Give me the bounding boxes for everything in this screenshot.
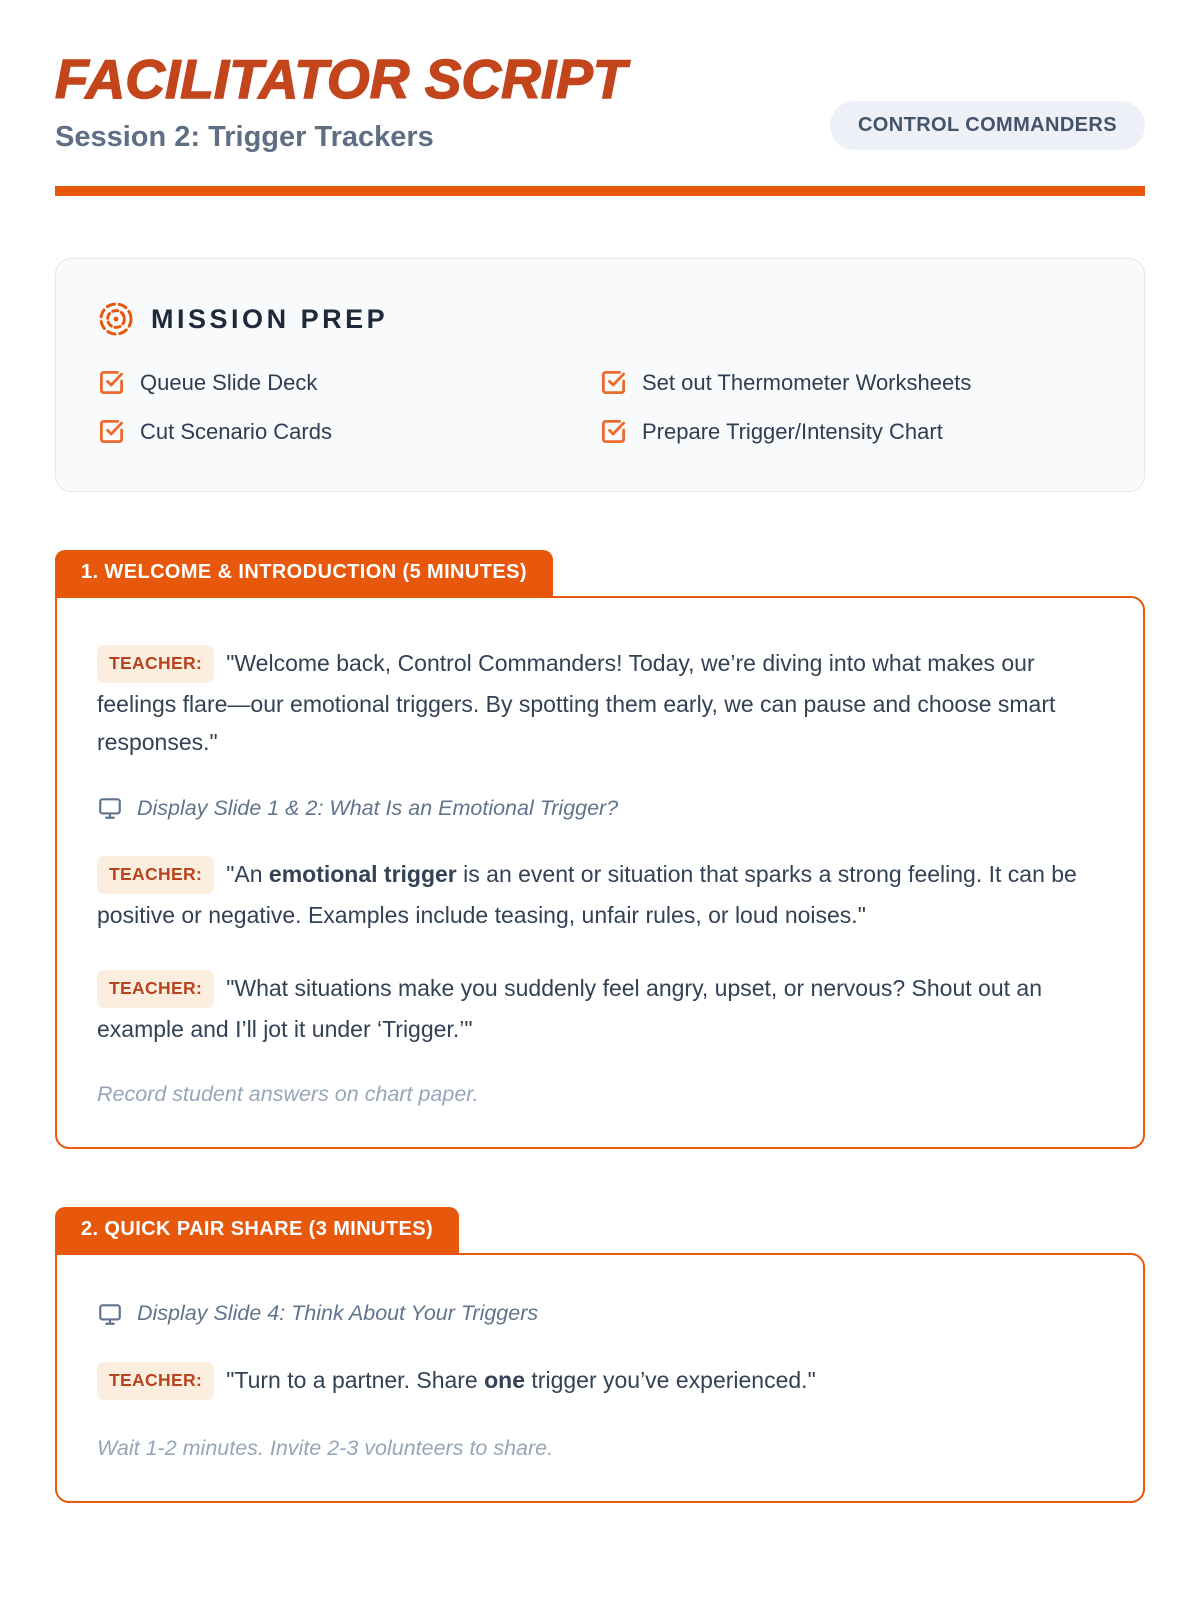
page-subtitle: Session 2: Trigger Trackers [55, 121, 434, 153]
slide-direction-text: Display Slide 1 & 2: What Is an Emotional Trigger? [137, 795, 619, 820]
slide-direction [97, 795, 1103, 821]
teacher-script-text: "Welcome back, Control Commanders! Today, we’re diving into what makes our feelings flare—our emotional triggers. By spotting them early, we can pause and choose smart responses." [97, 650, 1056, 756]
mission-prep-checklist [98, 369, 1102, 445]
checkbox-checked-icon [98, 418, 125, 445]
section-quick-pair-share [55, 1207, 1145, 1503]
teacher-label: TEACHER: [97, 856, 214, 894]
checkbox-checked-icon [98, 369, 125, 396]
checklist-item-label: Queue Slide Deck [140, 369, 318, 395]
mission-prep-title: MISSION PREP [151, 303, 389, 334]
checklist-item [600, 369, 1102, 396]
teacher-script-paragraph [97, 969, 1103, 1048]
section-welcome-introduction [55, 550, 1145, 1149]
section-tab: 1. WELCOME & INTRODUCTION (5 MINUTES) [55, 550, 553, 596]
monitor-icon [97, 795, 123, 821]
checklist-item-label: Set out Thermometer Worksheets [642, 369, 972, 395]
checklist-item-label: Prepare Trigger/Intensity Chart [642, 418, 943, 444]
teacher-script-paragraph [97, 1361, 1103, 1402]
page-header [55, 48, 1145, 154]
program-badge: CONTROL COMMANDERS [830, 101, 1145, 150]
teacher-script-text: "What situations make you suddenly feel angry, upset, or nervous? Shout out an example and I’ll jot it under ‘Trigger.’" [97, 974, 1042, 1042]
section-tab: 2. QUICK PAIR SHARE (3 MINUTES) [55, 1207, 459, 1253]
page-title: FACILITATOR SCRIPT [55, 48, 627, 110]
monitor-icon [97, 1301, 123, 1327]
section-content [55, 596, 1145, 1149]
checklist-item-label: Cut Scenario Cards [140, 418, 332, 444]
teacher-label: TEACHER: [97, 1362, 214, 1400]
teacher-label: TEACHER: [97, 645, 214, 683]
checklist-item [600, 418, 1102, 445]
facilitator-note: Record student answers on chart paper. [97, 1081, 479, 1106]
checklist-item [98, 369, 600, 396]
teacher-script-text: "An emotional trigger is an event or situation that sparks a strong feeling. It can be positive or negative. Examples include teasing, unfair rules, or loud noises." [97, 861, 1077, 929]
checkbox-checked-icon [600, 418, 627, 445]
teacher-script-paragraph [97, 855, 1103, 934]
slide-direction-text: Display Slide 4: Think About Your Triggers [137, 1301, 539, 1326]
teacher-script-text: "Turn to a partner. Share one trigger you’ve experienced." [226, 1366, 816, 1393]
target-icon [98, 301, 134, 337]
facilitator-note: Wait 1-2 minutes. Invite 2-3 volunteers to share. [97, 1435, 554, 1460]
teacher-script-paragraph [97, 644, 1103, 761]
mission-prep-header [98, 301, 1102, 337]
section-content [55, 1253, 1145, 1503]
header-titles [55, 48, 830, 154]
checkbox-checked-icon [600, 369, 627, 396]
mission-prep-card [55, 258, 1145, 492]
accent-divider [55, 186, 1145, 196]
slide-direction [97, 1301, 1103, 1327]
teacher-label: TEACHER: [97, 970, 214, 1008]
checklist-item [98, 418, 600, 445]
